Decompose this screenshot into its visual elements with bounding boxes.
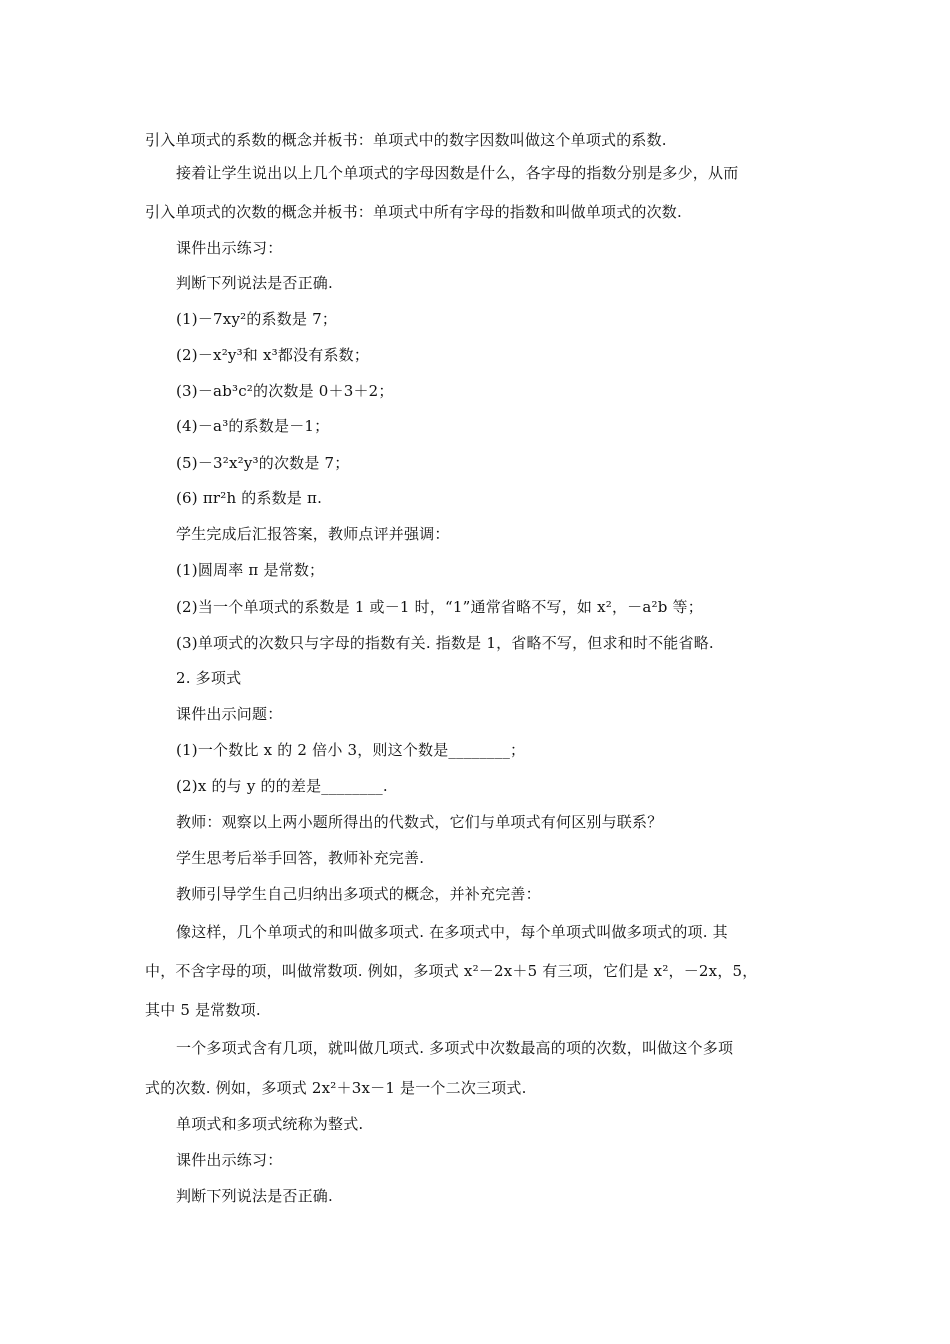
text-line: 课件出示问题： (176, 705, 283, 723)
text-line: 引入单项式的次数的概念并板书：单项式中所有字母的指数和叫做单项式的次数. (145, 203, 682, 221)
text-line: (2)－x²y³和 x³都没有系数； (176, 346, 370, 364)
text-line: 其中 5 是常数项. (145, 1001, 261, 1019)
text-line: (2)x 的与 y 的的差是________. (176, 777, 388, 795)
section-heading: 2. 多项式 (176, 669, 242, 687)
text-line: (1)圆周率 π 是常数； (176, 561, 325, 579)
text-line: 学生完成后汇报答案，教师点评并强调： (176, 525, 450, 543)
text-line: 判断下列说法是否正确. (176, 274, 333, 292)
text-line: 接着让学生说出以上几个单项式的字母因数是什么，各字母的指数分别是多少，从而 (176, 164, 739, 182)
text-line: 课件出示练习： (176, 239, 283, 257)
text-line: 教师引导学生自己归纳出多项式的概念，并补充完善： (176, 885, 541, 903)
text-line: (4)－a³的系数是－1； (176, 417, 330, 435)
text-line: (1)一个数比 x 的 2 倍小 3，则这个数是________； (176, 741, 526, 759)
text-line: (2)当一个单项式的系数是 1 或－1 时，“1”通常省略不写，如 x²，－a²b 等； (176, 598, 703, 616)
text-line: (3)－ab³c²的次数是 0＋3＋2； (176, 382, 394, 400)
text-line: 引入单项式的系数的概念并板书：单项式中的数字因数叫做这个单项式的系数. (145, 131, 667, 149)
text-line: 课件出示练习： (176, 1151, 283, 1169)
text-line: 式的次数. 例如，多项式 2x²＋3x－1 是一个二次三项式. (145, 1079, 527, 1097)
text-line: 教师：观察以上两小题所得出的代数式，它们与单项式有何区别与联系？ (176, 813, 663, 831)
text-line: 像这样，几个单项式的和叫做多项式. 在多项式中，每个单项式叫做多项式的项. 其 (176, 923, 728, 941)
text-line: (1)－7xy²的系数是 7； (176, 310, 338, 328)
text-line: (3)单项式的次数只与字母的指数有关. 指数是 1，省略不写，但求和时不能省略. (176, 634, 714, 652)
text-line: 单项式和多项式统称为整式. (176, 1115, 364, 1133)
text-line: 中，不含字母的项，叫做常数项. 例如，多项式 x²－2x＋5 有三项，它们是 x²，－2x，5， (145, 962, 758, 980)
text-line: (5)－3²x²y³的次数是 7； (176, 454, 350, 472)
text-line: 学生思考后举手回答，教师补充完善. (176, 849, 425, 867)
text-line: 一个多项式含有几项，就叫做几项式. 多项式中次数最高的项的次数，叫做这个多项 (176, 1039, 734, 1057)
text-line: 判断下列说法是否正确. (176, 1187, 333, 1205)
text-line: (6) πr²h 的系数是 π. (176, 489, 323, 507)
